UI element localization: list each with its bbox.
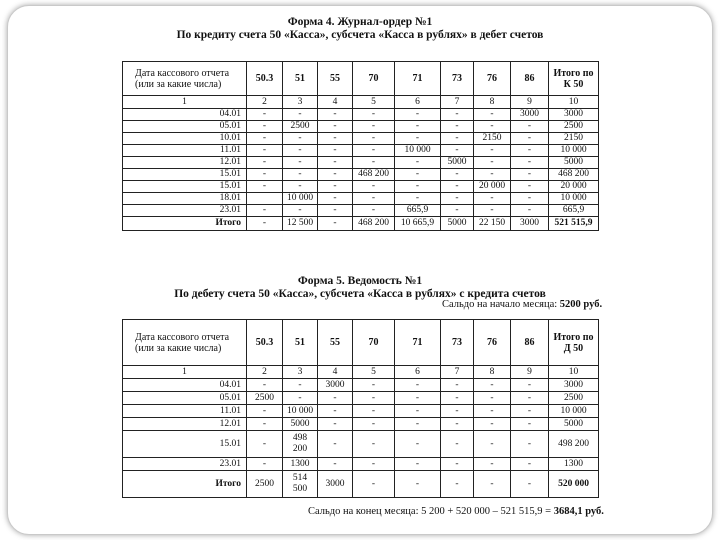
account-column-header: 51: [283, 62, 318, 96]
column-number: 2: [247, 96, 283, 109]
table-cell: -: [474, 157, 511, 169]
account-column-header: 73: [441, 320, 474, 366]
row-date: 12.01: [123, 418, 247, 431]
row-date: 04.01: [123, 109, 247, 121]
row-total: 10 000: [549, 405, 599, 418]
column-number: 8: [474, 96, 511, 109]
row-total: 20 000: [549, 181, 599, 193]
row-date: 18.01: [123, 193, 247, 205]
table-cell: -: [353, 193, 395, 205]
row-date: 10.01: [123, 133, 247, 145]
table-cell: -: [353, 181, 395, 193]
column-number: 1: [123, 96, 247, 109]
total-column-header: Итого по Д 50: [549, 320, 599, 366]
account-column-header: 76: [474, 320, 511, 366]
table-cell: -: [474, 121, 511, 133]
column-number: 10: [549, 96, 599, 109]
table-cell: -: [353, 133, 395, 145]
table-cell: -: [318, 405, 353, 418]
table-cell: -: [318, 418, 353, 431]
row-total: 3000: [549, 379, 599, 392]
table-cell: -: [511, 181, 549, 193]
table-row: [123, 379, 599, 392]
table-cell: -: [511, 418, 549, 431]
table-cell: -: [283, 157, 318, 169]
table-row: [123, 458, 599, 471]
totals-cell: -: [353, 471, 395, 498]
table-cell: -: [318, 193, 353, 205]
column-number: 7: [441, 96, 474, 109]
table-cell: -: [318, 205, 353, 217]
column-number: 9: [511, 366, 549, 379]
table-cell: -: [511, 157, 549, 169]
table-cell: 10 000: [395, 145, 441, 157]
table-cell: -: [247, 133, 283, 145]
column-number: 9: [511, 96, 549, 109]
table-cell: -: [441, 121, 474, 133]
table-cell: -: [395, 392, 441, 405]
totals-cell: 12 500: [283, 217, 318, 231]
table-cell: 20 000: [474, 181, 511, 193]
table-cell: -: [395, 109, 441, 121]
table-cell: -: [353, 418, 395, 431]
row-date: 04.01: [123, 379, 247, 392]
table-cell: -: [247, 169, 283, 181]
account-column-header: 86: [511, 320, 549, 366]
table-row: [123, 193, 599, 205]
row-total: 2150: [549, 133, 599, 145]
table-row: [123, 169, 599, 181]
column-number-row: [123, 366, 599, 379]
column-number: 4: [318, 96, 353, 109]
table-row: [123, 405, 599, 418]
table-row: [123, 418, 599, 431]
table-cell: -: [511, 431, 549, 458]
table-cell: -: [511, 405, 549, 418]
account-column-header: 76: [474, 62, 511, 96]
date-column-header: Дата кассового отчета (или за какие числа): [123, 62, 247, 96]
table-cell: -: [283, 145, 318, 157]
table-cell: -: [318, 392, 353, 405]
table-cell: -: [318, 145, 353, 157]
table-cell: -: [474, 431, 511, 458]
account-column-header: 71: [395, 320, 441, 366]
table-cell: -: [395, 418, 441, 431]
row-date: 12.01: [123, 157, 247, 169]
column-number: 2: [247, 366, 283, 379]
row-total: 468 200: [549, 169, 599, 181]
column-number: 3: [283, 366, 318, 379]
table-cell: -: [474, 109, 511, 121]
table-cell: -: [474, 205, 511, 217]
table-cell: -: [395, 458, 441, 471]
table-cell: 2150: [474, 133, 511, 145]
totals-label: Итого: [123, 471, 247, 498]
table-cell: -: [441, 458, 474, 471]
table-cell: 2500: [283, 121, 318, 133]
table-cell: -: [511, 169, 549, 181]
table-row: [123, 205, 599, 217]
row-total: 3000: [549, 109, 599, 121]
form4-journal-table: [122, 61, 599, 231]
table-cell: -: [474, 405, 511, 418]
account-column-header: 73: [441, 62, 474, 96]
row-date: 15.01: [123, 169, 247, 181]
form5-title: Форма 5. Ведомость №1: [297, 275, 423, 287]
table-cell: [247, 193, 283, 205]
table-row: [123, 181, 599, 193]
table-row: [123, 121, 599, 133]
closing-balance: [308, 506, 604, 518]
row-date: 15.01: [123, 181, 247, 193]
account-column-header: 70: [353, 62, 395, 96]
table-cell: -: [441, 431, 474, 458]
table-cell: -: [353, 205, 395, 217]
totals-cell: 5000: [441, 217, 474, 231]
table-cell: -: [474, 392, 511, 405]
table-cell: -: [353, 379, 395, 392]
table-cell: 3000: [511, 109, 549, 121]
header-row: [123, 62, 599, 96]
table-cell: 468 200: [353, 169, 395, 181]
table-cell: -: [474, 379, 511, 392]
column-number: 10: [549, 366, 599, 379]
totals-cell: -: [247, 217, 283, 231]
column-number: 1: [123, 366, 247, 379]
table-cell: -: [441, 405, 474, 418]
totals-cell: -: [318, 217, 353, 231]
table-cell: -: [441, 169, 474, 181]
grand-total: 520 000: [549, 471, 599, 498]
row-total: 10 000: [549, 145, 599, 157]
table-cell: -: [283, 379, 318, 392]
table-cell: -: [318, 157, 353, 169]
table-cell: -: [318, 431, 353, 458]
table-cell: -: [247, 121, 283, 133]
totals-cell: 3000: [511, 217, 549, 231]
table-cell: -: [247, 405, 283, 418]
table-cell: -: [283, 109, 318, 121]
table-cell: -: [441, 109, 474, 121]
totals-cell: 514 500: [283, 471, 318, 498]
table-cell: -: [511, 193, 549, 205]
form4-subtitle: По кредиту счета 50 «Касса», субсчета «Касса в рублях» в дебет счетов: [176, 29, 544, 41]
table-cell: -: [474, 169, 511, 181]
table-cell: -: [395, 405, 441, 418]
table-cell: 5000: [283, 418, 318, 431]
table-cell: -: [395, 157, 441, 169]
table-cell: -: [511, 145, 549, 157]
table-row: [123, 145, 599, 157]
row-total: 1300: [549, 458, 599, 471]
row-date: 11.01: [123, 145, 247, 157]
column-number: 5: [353, 96, 395, 109]
table-cell: -: [395, 379, 441, 392]
table-cell: -: [395, 431, 441, 458]
row-date: 23.01: [123, 458, 247, 471]
total-column-header: Итого по К 50: [549, 62, 599, 96]
totals-label: Итого: [123, 217, 247, 231]
column-number: 4: [318, 366, 353, 379]
account-column-header: 55: [318, 62, 353, 96]
account-column-header: 50.3: [247, 62, 283, 96]
totals-cell: 2500: [247, 471, 283, 498]
table-cell: -: [318, 109, 353, 121]
table-cell: -: [283, 169, 318, 181]
row-total: 2500: [549, 392, 599, 405]
table-cell: -: [511, 458, 549, 471]
totals-cell: -: [474, 471, 511, 498]
table-cell: -: [283, 392, 318, 405]
table-cell: -: [247, 181, 283, 193]
table-cell: 5000: [441, 157, 474, 169]
table-cell: -: [441, 193, 474, 205]
table-cell: -: [441, 418, 474, 431]
table-cell: -: [441, 392, 474, 405]
table-cell: -: [511, 392, 549, 405]
table-row: [123, 109, 599, 121]
totals-cell: 10 665,9: [395, 217, 441, 231]
table-cell: -: [353, 392, 395, 405]
column-number-row: [123, 96, 599, 109]
totals-row: [123, 471, 599, 498]
table-cell: -: [247, 205, 283, 217]
totals-cell: -: [395, 471, 441, 498]
table-cell: -: [395, 181, 441, 193]
column-number: 3: [283, 96, 318, 109]
table-cell: 2500: [247, 392, 283, 405]
table-cell: -: [247, 379, 283, 392]
table-cell: 10 000: [283, 193, 318, 205]
table-cell: -: [441, 205, 474, 217]
table-cell: 498 200: [283, 431, 318, 458]
account-column-header: 51: [283, 320, 318, 366]
table-cell: -: [353, 458, 395, 471]
totals-cell: -: [511, 471, 549, 498]
row-total: 10 000: [549, 193, 599, 205]
header-row: [123, 320, 599, 366]
totals-cell: 468 200: [353, 217, 395, 231]
closing-balance-value: 3684,1 руб.: [553, 506, 604, 517]
row-total: 2500: [549, 121, 599, 133]
table-row: [123, 431, 599, 458]
grand-total: 521 515,9: [549, 217, 599, 231]
table-cell: -: [441, 181, 474, 193]
opening-balance-label: Сальдо на начало месяца:: [442, 299, 558, 310]
table-cell: -: [395, 121, 441, 133]
table-cell: -: [247, 145, 283, 157]
table-cell: -: [474, 193, 511, 205]
table-cell: -: [511, 133, 549, 145]
table-cell: -: [353, 121, 395, 133]
table-cell: -: [283, 133, 318, 145]
table-cell: -: [318, 181, 353, 193]
table-cell: 3000: [318, 379, 353, 392]
table-cell: -: [247, 157, 283, 169]
table-cell: -: [247, 109, 283, 121]
column-number: 7: [441, 366, 474, 379]
row-date: 23.01: [123, 205, 247, 217]
table-cell: -: [474, 458, 511, 471]
column-number: 6: [395, 96, 441, 109]
row-date: 05.01: [123, 121, 247, 133]
table-cell: -: [395, 169, 441, 181]
totals-cell: 22 150: [474, 217, 511, 231]
table-cell: -: [511, 379, 549, 392]
account-column-header: 71: [395, 62, 441, 96]
totals-cell: -: [441, 471, 474, 498]
table-cell: -: [318, 133, 353, 145]
column-number: 5: [353, 366, 395, 379]
table-cell: -: [511, 121, 549, 133]
row-date: 11.01: [123, 405, 247, 418]
table-cell: -: [283, 205, 318, 217]
table-row: [123, 133, 599, 145]
form4-title: Форма 4. Журнал-ордер №1: [287, 16, 433, 28]
table-cell: -: [318, 458, 353, 471]
account-column-header: 70: [353, 320, 395, 366]
table-cell: -: [318, 121, 353, 133]
table-cell: -: [474, 418, 511, 431]
table-row: [123, 392, 599, 405]
table-cell: -: [353, 431, 395, 458]
form5-subtitle: По дебету счета 50 «Касса», субсчета «Касса в рублях» с кредита счетов: [174, 288, 546, 300]
table-cell: -: [395, 193, 441, 205]
row-date: 05.01: [123, 392, 247, 405]
table-cell: -: [353, 109, 395, 121]
closing-balance-label: Сальдо на конец месяца: 5 200 + 520 000 – 521 515,9 =: [308, 506, 552, 517]
table-cell: -: [441, 145, 474, 157]
table-cell: -: [247, 458, 283, 471]
form5-statement-table: [122, 319, 599, 498]
date-column-header: Дата кассового отчета (или за какие числа): [123, 320, 247, 366]
table-cell: -: [353, 405, 395, 418]
table-cell: 10 000: [283, 405, 318, 418]
table-cell: -: [247, 418, 283, 431]
column-number: 6: [395, 366, 441, 379]
opening-balance: [442, 299, 602, 311]
row-date: 15.01: [123, 431, 247, 458]
account-column-header: 55: [318, 320, 353, 366]
row-total: 5000: [549, 418, 599, 431]
table-cell: -: [283, 181, 318, 193]
table-cell: -: [353, 157, 395, 169]
totals-row: [123, 217, 599, 231]
table-cell: 665,9: [395, 205, 441, 217]
table-cell: -: [395, 133, 441, 145]
account-column-header: 50.3: [247, 320, 283, 366]
opening-balance-value: 5200 руб.: [559, 299, 603, 310]
table-cell: -: [353, 145, 395, 157]
row-total: 665,9: [549, 205, 599, 217]
table-cell: -: [474, 145, 511, 157]
column-number: 8: [474, 366, 511, 379]
table-cell: -: [441, 133, 474, 145]
table-cell: -: [318, 169, 353, 181]
table-cell: -: [247, 431, 283, 458]
account-column-header: 86: [511, 62, 549, 96]
row-total: 5000: [549, 157, 599, 169]
table-cell: 1300: [283, 458, 318, 471]
row-total: 498 200: [549, 431, 599, 458]
table-cell: -: [511, 205, 549, 217]
table-cell: -: [441, 379, 474, 392]
table-row: [123, 157, 599, 169]
totals-cell: 3000: [318, 471, 353, 498]
